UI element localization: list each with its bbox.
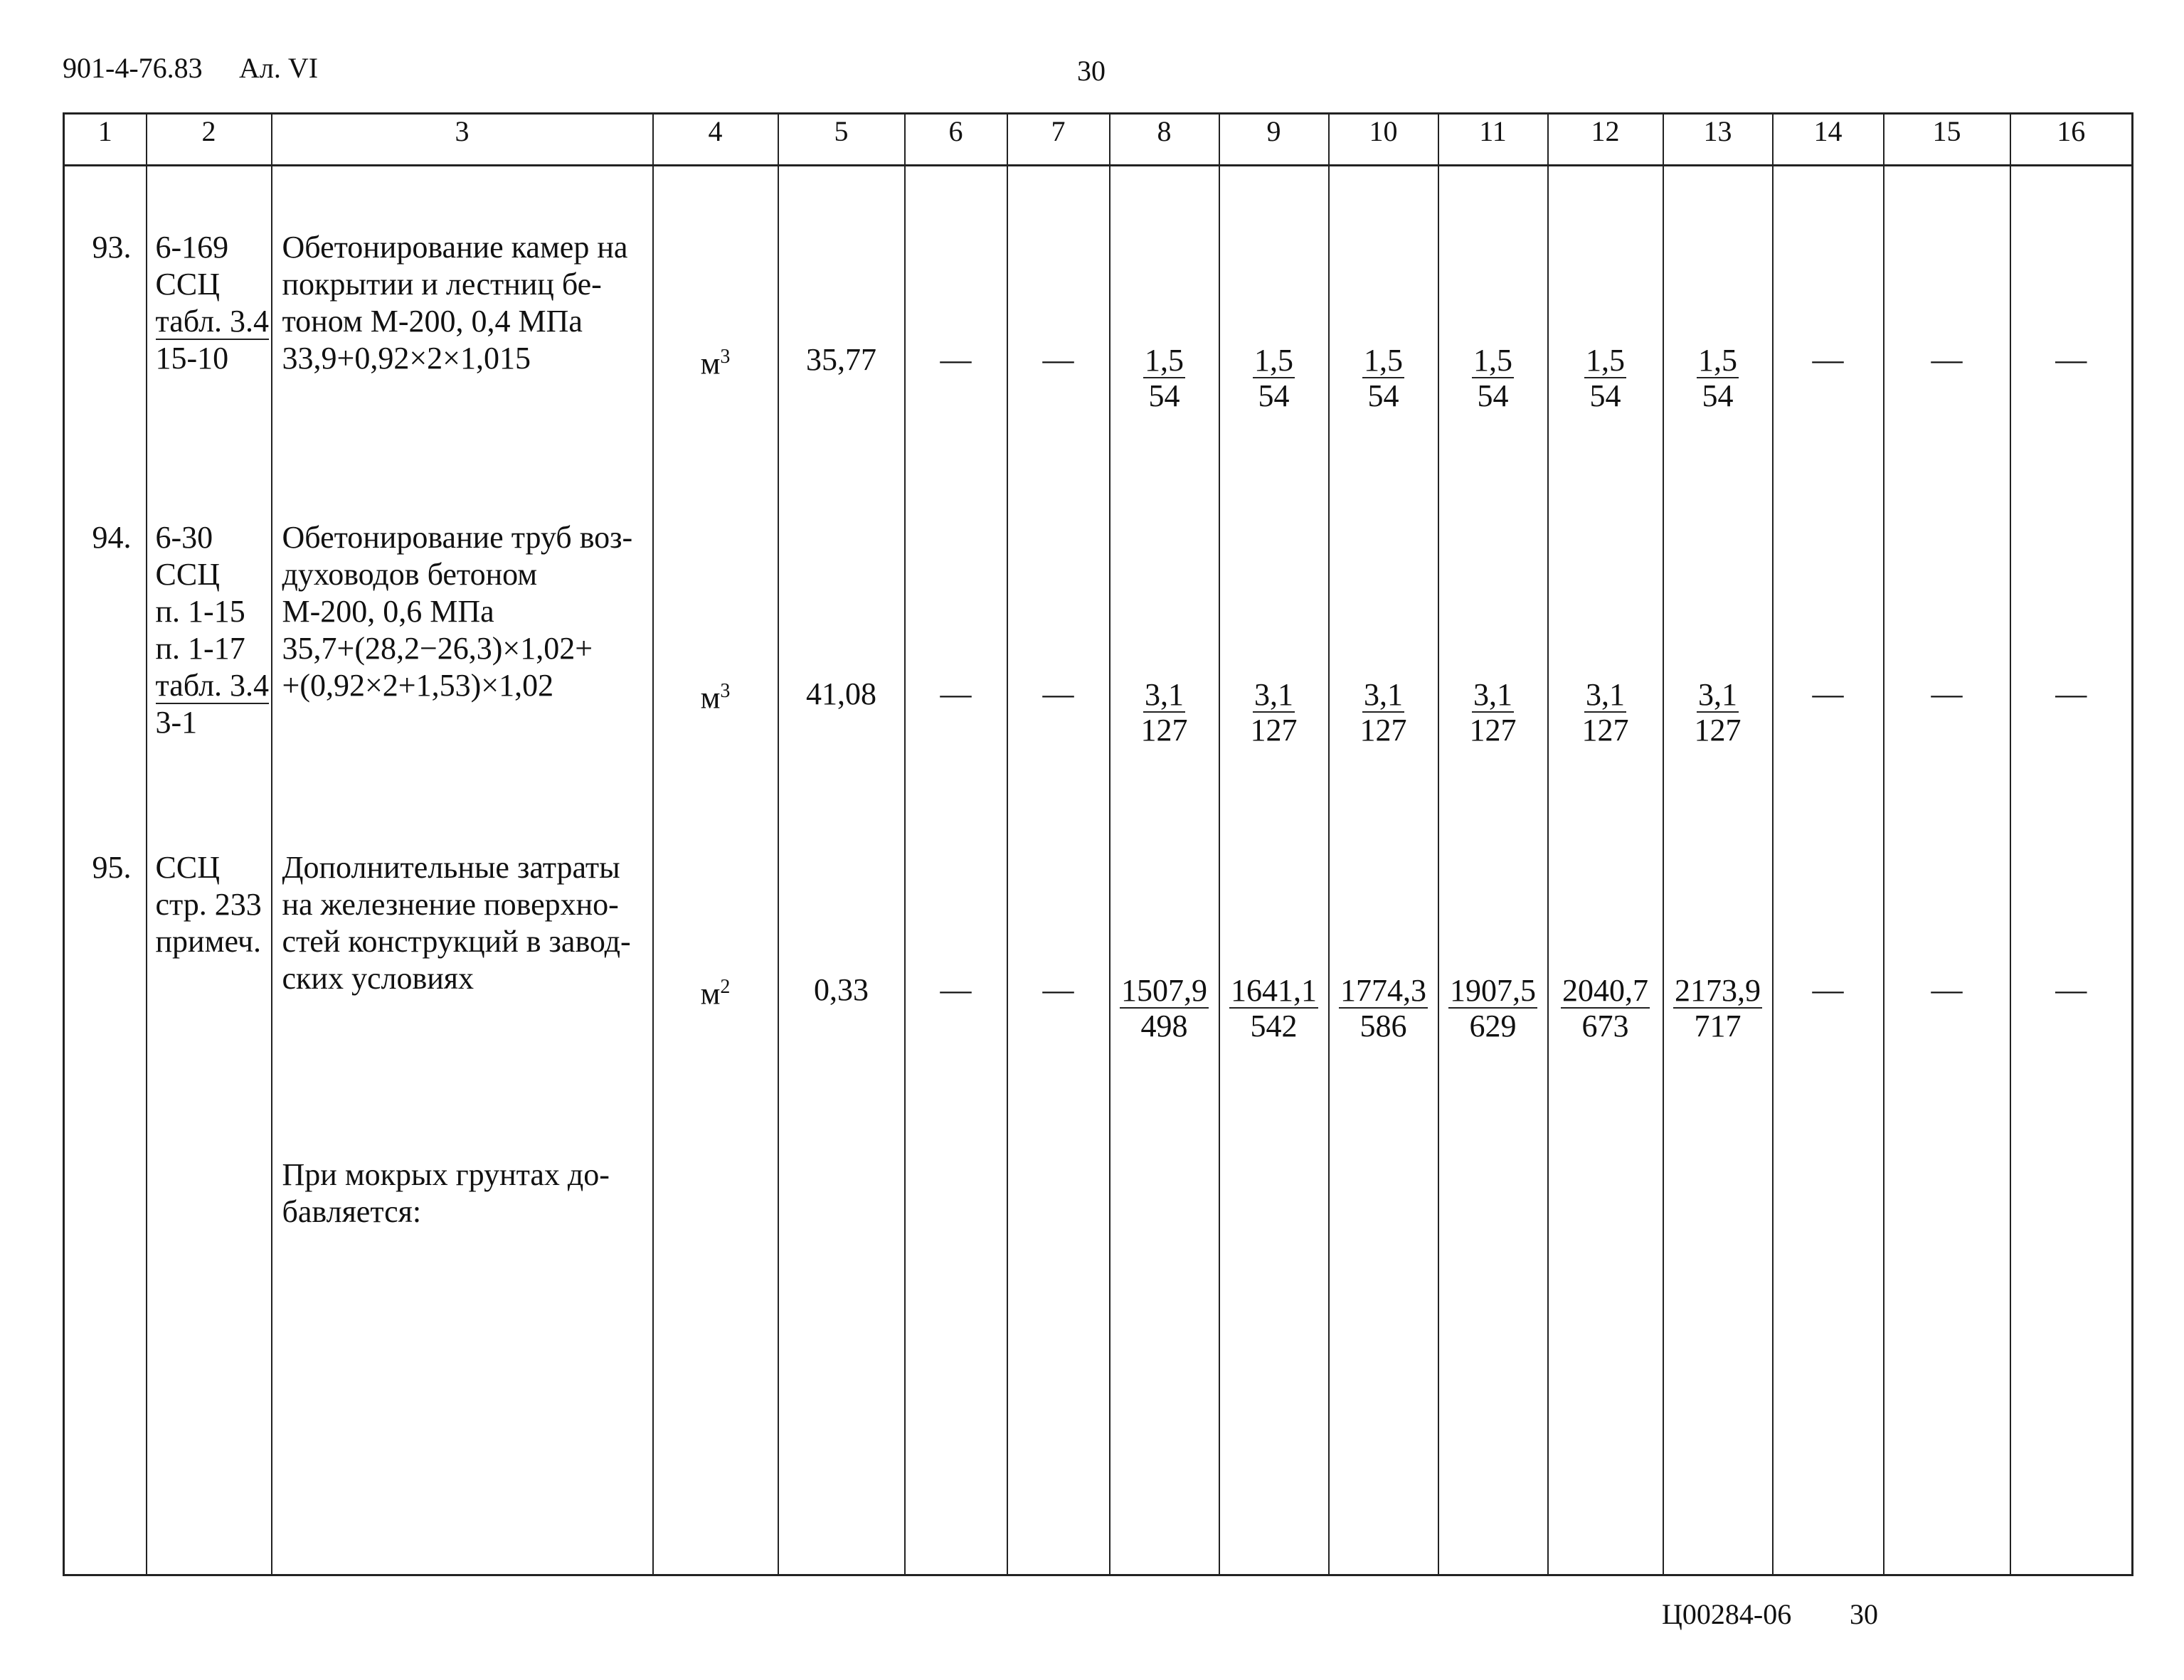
quantity-95: 0,33 (814, 972, 869, 1007)
column-header: 1 (64, 114, 147, 166)
fraction-value: $\frac{2040,7}{673}$ (1562, 973, 1648, 1043)
col-item-number (64, 166, 147, 1575)
footer-document-code: Ц00284-06 (1662, 1598, 1792, 1630)
unit-94: $м^3$ (700, 680, 731, 716)
fraction-value: $\frac{3,1}{127}$ (1140, 677, 1188, 748)
col-12 (1548, 166, 1663, 1575)
column-header: 15 (1884, 114, 2010, 166)
col-13 (1663, 166, 1773, 1575)
note-wet-soil: При мокрых грунтах до- бавляется: (282, 1157, 610, 1229)
unit-93: $м^3$ (700, 346, 731, 381)
column-header: 7 (1007, 114, 1110, 166)
table-body (64, 166, 2133, 1575)
column-header: 8 (1110, 114, 1219, 166)
page-number-top: 30 (1077, 55, 1106, 87)
dash: — (2055, 342, 2087, 377)
dash: — (2055, 972, 2087, 1007)
fraction-value: $\frac{1,5}{54}$ (1254, 343, 1293, 413)
item-number-94: 94. (92, 520, 132, 555)
column-number-row (64, 114, 2133, 166)
column-header: 4 (653, 114, 778, 166)
fraction-value: $\frac{1774,3}{586}$ (1340, 973, 1426, 1043)
dash: — (940, 342, 972, 377)
col-quantity (778, 166, 905, 1575)
fraction-value: $\frac{3,1}{127}$ (1359, 677, 1407, 748)
column-header: 13 (1663, 114, 1773, 166)
column-header: 6 (905, 114, 1007, 166)
description-93: Обетонирование камер на покрытии и лестниц бе- тоном М-200, 0,4 МПа 33,9+0,92×2×1,015 (282, 230, 628, 376)
fraction-value: $\frac{1,5}{54}$ (1473, 343, 1512, 413)
fraction-value: $\frac{3,1}{127}$ (1581, 677, 1629, 748)
dash: — (1042, 342, 1074, 377)
fraction-value: $\frac{3,1}{127}$ (1694, 677, 1742, 748)
col-description (272, 166, 653, 1575)
column-header: 5 (778, 114, 905, 166)
fraction-value: $\frac{1507,9}{498}$ (1121, 973, 1207, 1043)
footer-page-number: 30 (1850, 1598, 1878, 1630)
column-header: 12 (1548, 114, 1663, 166)
dash: — (940, 972, 972, 1007)
item-number-93: 93. (92, 230, 132, 265)
document-code: 901-4-76.83 (63, 52, 203, 84)
fraction-value: $\frac{1,5}{54}$ (1586, 343, 1625, 413)
fraction-value: $\frac{2173,9}{717}$ (1675, 973, 1761, 1043)
fraction-value: $\frac{1907,5}{629}$ (1450, 973, 1536, 1043)
col-11 (1438, 166, 1548, 1575)
reference-93: 6-169 ССЦ табл. 3.4 15-10 (155, 230, 270, 376)
col-8 (1110, 166, 1219, 1575)
column-header: 14 (1773, 114, 1884, 166)
description-94: Обетонирование труб воз- духоводов бетоном М-200, 0,6 МПа 35,7+(28,2−26,3)×1,02+ +(0,92×2+1,53)×1,02 (282, 520, 633, 703)
col-7 (1007, 166, 1110, 1575)
dash: — (1812, 676, 1844, 711)
reference-94: 6-30 ССЦ п. 1-15 п. 1-17 табл. 3.4 3-1 (155, 520, 270, 740)
description-95: Дополнительные затраты на железнение поверхно- стей конструкций в завод- ских условиях (282, 850, 631, 996)
fraction-value: $\frac{3,1}{127}$ (1469, 677, 1517, 748)
dash: — (1931, 342, 1963, 377)
column-header: 16 (2010, 114, 2133, 166)
col-9 (1219, 166, 1329, 1575)
column-header: 3 (272, 114, 653, 166)
column-header: 10 (1329, 114, 1438, 166)
dash: — (1931, 972, 1963, 1007)
dash: — (1812, 972, 1844, 1007)
reference-95: ССЦ стр. 233 примеч. (155, 850, 262, 959)
col-unit (653, 166, 778, 1575)
quantity-94: 41,08 (806, 676, 876, 711)
col-10 (1329, 166, 1438, 1575)
album-number: Ал. VI (239, 52, 319, 84)
fraction-value: $\frac{1,5}{54}$ (1364, 343, 1403, 413)
fraction-value: $\frac{1641,1}{542}$ (1231, 973, 1317, 1043)
dash: — (1042, 972, 1074, 1007)
unit-95: $м^2$ (700, 976, 731, 1011)
quantity-93: 35,77 (806, 342, 876, 377)
column-header: 9 (1219, 114, 1329, 166)
col-6 (905, 166, 1007, 1575)
col-14 (1773, 166, 1884, 1575)
fraction-value: $\frac{1,5}{54}$ (1698, 343, 1737, 413)
dash: — (940, 676, 972, 711)
dash: — (1931, 676, 1963, 711)
column-header: 2 (147, 114, 272, 166)
item-number-95: 95. (92, 850, 132, 885)
col-reference (147, 166, 272, 1575)
dash: — (1042, 676, 1074, 711)
dash: — (2055, 676, 2087, 711)
fraction-value: $\frac{3,1}{127}$ (1250, 677, 1298, 748)
dash: — (1812, 342, 1844, 377)
estimate-table (63, 112, 2133, 1576)
col-15 (1884, 166, 2010, 1575)
col-16 (2010, 166, 2133, 1575)
column-header: 11 (1438, 114, 1548, 166)
fraction-value: $\frac{1,5}{54}$ (1145, 343, 1184, 413)
